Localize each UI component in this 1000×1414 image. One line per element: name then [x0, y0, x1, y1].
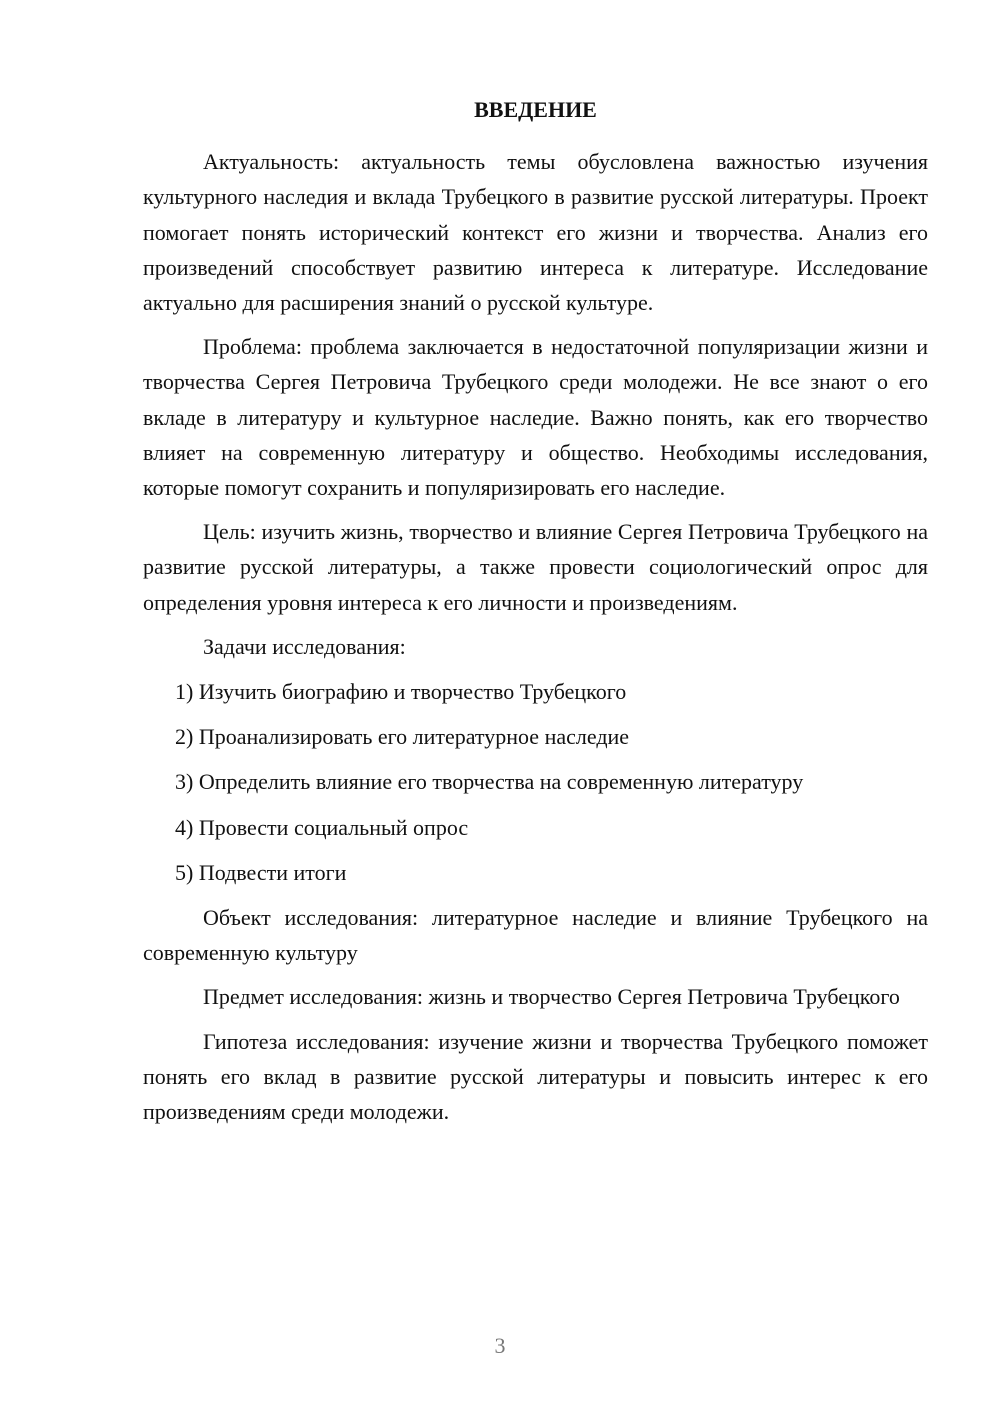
task-item: 5) Подвести итоги	[175, 859, 347, 885]
document-page	[143, 92, 928, 1138]
subject-paragraph: Предмет исследования: жизнь и творчество Сергея Петровича Трубецкого	[203, 984, 900, 1010]
problem-paragraph: Проблема: проблема заключается в недостаточной популяризации жизни и творчества Сергея Петровича Трубецкого среди молодежи. Не все знают о его вкладе в литературу и культурное наследие. Важно понять, как его творчество влияет на современную литературу и общество. Необходимы исследования, которые помогут сохранить и популяризировать его наследие.	[143, 334, 928, 501]
task-item: 1) Изучить биографию и творчество Трубецкого	[175, 679, 627, 705]
task-item: 2) Проанализировать его литературное наследие	[175, 724, 630, 750]
goal-paragraph: Цель: изучить жизнь, творчество и влияние Сергея Петровича Трубецкого на развитие русской литературы, а также провести социологический опрос для определения уровня интереса к его личности и произведениям.	[143, 519, 928, 615]
page-number: 3	[494, 1333, 506, 1358]
object-paragraph: Объект исследования: литературное наследие и влияние Трубецкого на современную культуру	[143, 905, 928, 966]
section-title: ВВЕДЕНИЕ	[474, 97, 597, 122]
relevance-paragraph: Актуальность: актуальность темы обусловлена важностью изучения культурного наследия и вклада Трубецкого в развитие русской литературы. Проект помогает понять исторический контекст его жизни и творчества. Анализ его произведений способствует развитию интереса к литературе. Исследование актуально для расширения знаний о русской культуре.	[143, 149, 928, 316]
tasks-heading: Задачи исследования:	[203, 633, 406, 659]
task-item: 3) Определить влияние его творчества на современную литературу	[175, 769, 804, 795]
hypothesis-paragraph: Гипотеза исследования: изучение жизни и творчества Трубецкого поможет понять его вклад в развитие русской литературы и повысить интерес к его произведениям среди молодежи.	[143, 1028, 928, 1125]
tasks-list	[143, 674, 928, 890]
task-item: 4) Провести социальный опрос	[175, 814, 469, 840]
